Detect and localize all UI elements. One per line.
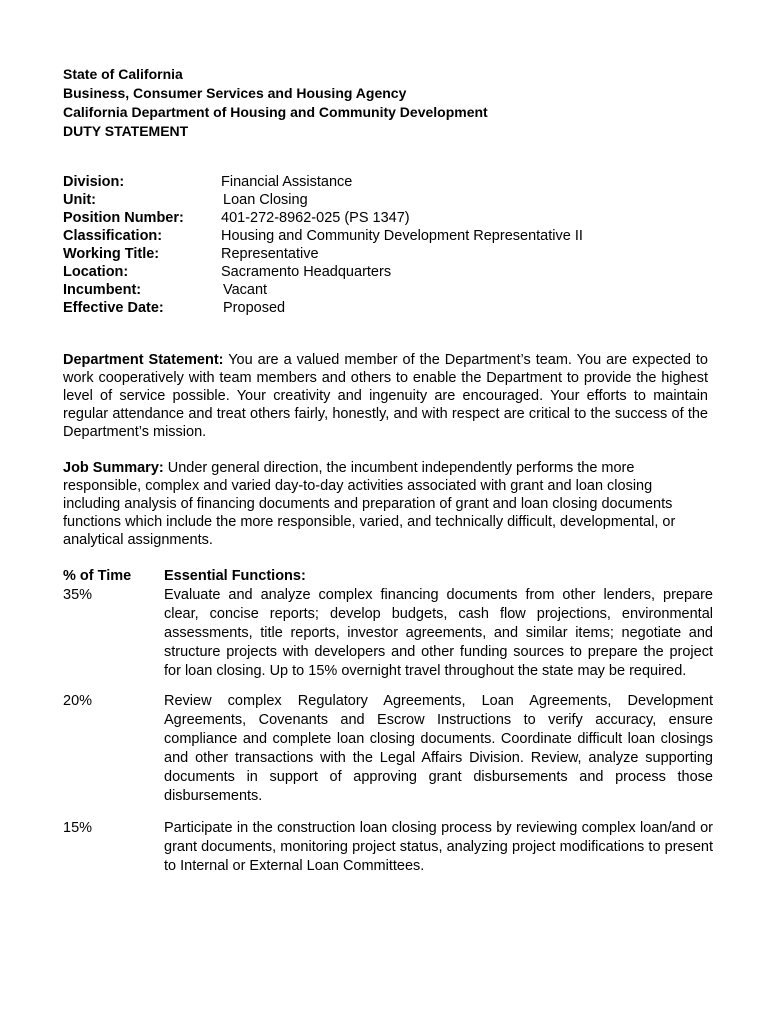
detail-row-position-number	[63, 209, 583, 227]
detail-row-unit	[63, 191, 583, 209]
detail-value: Housing and Community Development Representative II	[221, 228, 583, 244]
job-summary-label: Job Summary:	[63, 460, 164, 476]
functions-header	[63, 567, 306, 586]
essential-functions-header: Essential Functions:	[164, 568, 306, 584]
detail-row-effective-date	[63, 299, 583, 317]
detail-label: Unit:	[63, 192, 97, 208]
detail-row-incumbent	[63, 281, 583, 299]
function-text: Evaluate and analyze complex financing documents from other lenders, prepare clear, concise reports; develop budgets, cash flow projections, environmental assessments, title reports, investor agreements, and similar items; negotiate and structure projects with developers and other funding sources to prepare the project for loan closing. Up to 15% overnight travel throughout the state may be required.	[164, 587, 713, 679]
job-summary-text: Under general direction, the incumbent independently performs the more responsible, complex and varied day-to-day activities associated with grant and loan closing including analysis of financing documents and preparation of grant and loan closing documents functions which include the more responsible, varied, and technically difficult, developmental, or analytical assignments.	[63, 460, 676, 548]
detail-value: Proposed	[223, 300, 286, 316]
function-text: Participate in the construction loan closing process by reviewing complex loan/and or grant documents, monitoring project status, analyzing project modifications to present to Internal or External Loan Committees.	[164, 820, 713, 874]
detail-value: Representative	[221, 246, 319, 262]
detail-label: Location:	[63, 264, 129, 280]
detail-value: 401-272-8962-025 (PS 1347)	[221, 210, 410, 226]
percent-time-header: % of Time	[63, 568, 132, 584]
header-agency: Business, Consumer Services and Housing Agency	[63, 85, 407, 101]
detail-row-location	[63, 263, 583, 281]
position-details	[63, 173, 583, 317]
detail-label: Division:	[63, 174, 125, 190]
detail-label: Position Number:	[63, 210, 184, 226]
detail-value: Financial Assistance	[221, 174, 353, 190]
detail-row-classification	[63, 227, 583, 245]
detail-label: Classification:	[63, 228, 163, 244]
department-statement-text: You are a valued member of the Department’s team. You are expected to work cooperatively with team members and others to enable the Department to provide the highest level of service possible. Your creativity and ingenuity are encouraged. Your efforts to maintain regular attendance and treat others fairly, honestly, and with respect are critical to the success of the Department’s mission.	[63, 352, 708, 440]
detail-value: Sacramento Headquarters	[221, 264, 392, 280]
header-state: State of California	[63, 66, 183, 82]
detail-label: Working Title:	[63, 246, 160, 262]
detail-label: Incumbent:	[63, 282, 142, 298]
department-statement-label: Department Statement:	[63, 352, 224, 368]
detail-row-working-title	[63, 245, 583, 263]
function-percent: 35%	[63, 587, 93, 603]
header-title: DUTY STATEMENT	[63, 123, 189, 139]
detail-row-division	[63, 173, 583, 191]
function-text: Review complex Regulatory Agreements, Loan Agreements, Development Agreements, Covenants and Escrow Instructions to verify accuracy, ensure compliance and complete loan closing documents. Coordinate difficult loan closings and other transactions with the Legal Affairs Division. Review, analyze supporting documents in support of approving grant disbursements and process those disbursements.	[164, 693, 713, 804]
function-item	[63, 586, 713, 681]
department-statement	[63, 351, 708, 441]
function-percent: 15%	[63, 820, 93, 836]
job-summary	[63, 459, 708, 549]
function-item	[63, 692, 713, 806]
header-department: California Department of Housing and Community Development	[63, 104, 488, 120]
document-header	[63, 65, 488, 141]
detail-label: Effective Date:	[63, 300, 164, 316]
function-percent: 20%	[63, 693, 93, 709]
detail-value: Vacant	[223, 282, 268, 298]
detail-value: Loan Closing	[223, 192, 308, 208]
function-item	[63, 819, 713, 876]
